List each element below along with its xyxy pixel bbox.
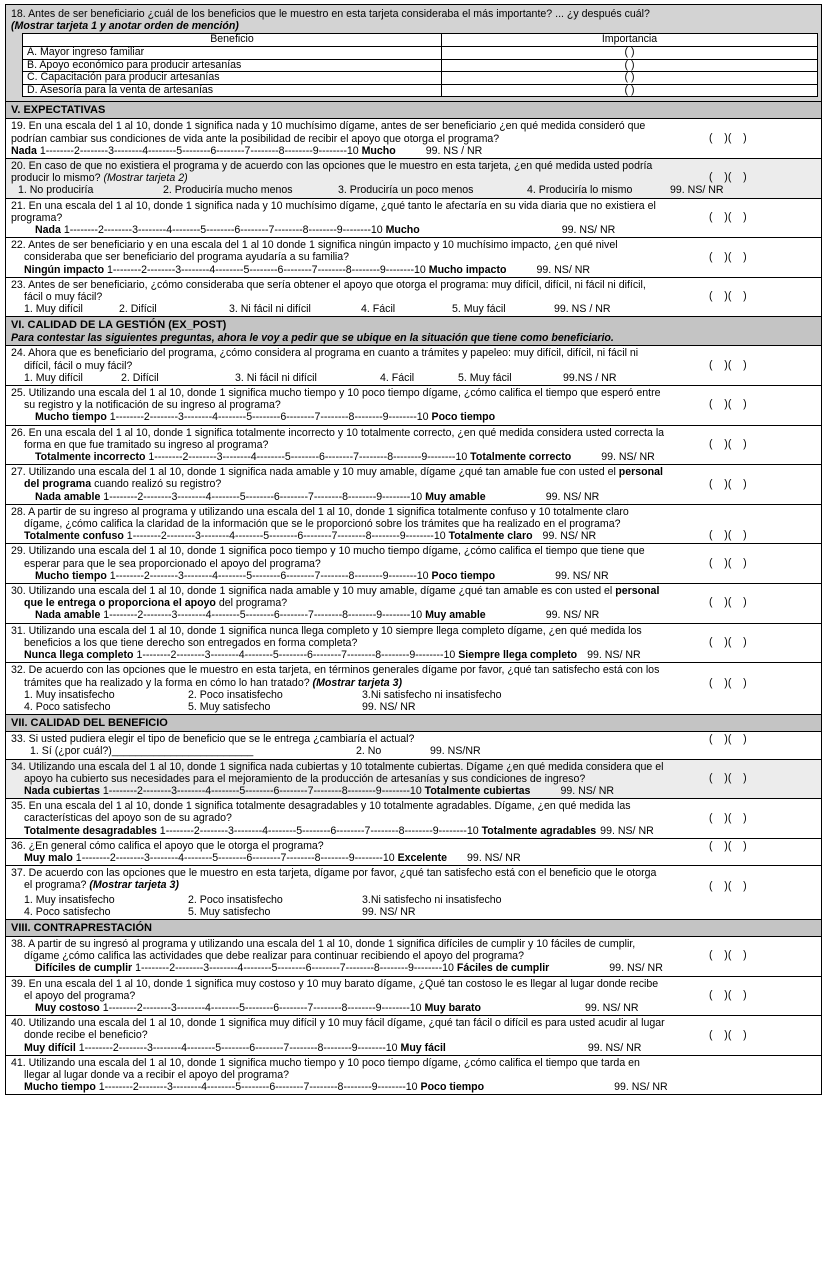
question-instruction: (Mostrar tarjeta 3) bbox=[89, 879, 179, 892]
scale-low-label: Mucho tiempo bbox=[35, 569, 107, 582]
scale-line: 1--------2--------3--------4--------5--------6--------7--------8--------9--------10 bbox=[36, 144, 362, 157]
ns-nr-option: 99. NS/ NR bbox=[467, 851, 521, 864]
option: 2. Poco insatisfecho bbox=[188, 688, 283, 701]
table-header bbox=[23, 34, 818, 47]
question-text: 38. A partir de su ingresó al programa y utilizando una escala del 1 al 10, donde 1 significa difíciles de cumplir y 10 fáciles de cumplir, bbox=[11, 937, 636, 950]
question-text: 22. Antes de ser beneficiario y en una escala del 1 al 10 donde 1 significa ningún impacto y 10 muchísimo impacto, ¿en qué nivel bbox=[11, 239, 618, 252]
ns-nr-option: 99. NS/ NR bbox=[587, 1041, 642, 1054]
ns-nr-option: 99. NS/ NR bbox=[609, 962, 663, 975]
rating-scale bbox=[11, 491, 817, 503]
question-24 bbox=[6, 346, 821, 386]
ns-nr-option: 99. NS/ NR bbox=[560, 784, 615, 797]
answer-options bbox=[11, 745, 817, 757]
answer-options bbox=[11, 894, 817, 906]
answer-options bbox=[11, 184, 817, 196]
table-row bbox=[23, 47, 818, 60]
scale-low-label: Totalmente desagradables bbox=[24, 824, 157, 837]
question-instruction: (Mostrar tarjeta 1 y anotar orden de mención) bbox=[11, 20, 239, 33]
question-text: dígame ¿cómo califica las actividades que debe realizar para continuar recibiendo el apoyo del programa? bbox=[24, 950, 524, 963]
question-text: 40. Utilizando una escala del 1 al 10, donde 1 significa muy difícil y 10 muy fácil dígame, ¿qué tan fácil o difícil es para usted acudir al lugar bbox=[11, 1017, 665, 1030]
answer-box[interactable]: ( )( ) bbox=[709, 398, 747, 411]
option: 4. Poco satisfecho bbox=[24, 700, 111, 713]
option: 4. Fácil bbox=[361, 303, 396, 316]
rating-scale bbox=[11, 451, 817, 463]
column-header-importance: Importancia bbox=[442, 34, 818, 47]
ns-nr-option: 99. NS / NR bbox=[425, 144, 483, 157]
scale-line: 1--------2--------3--------4--------5--------6--------7--------8--------9--------10 bbox=[100, 609, 426, 622]
scale-line: 1--------2--------3--------4--------5--------6--------7--------8--------9--------10 bbox=[95, 1081, 421, 1094]
option: 5. Muy fácil bbox=[452, 303, 506, 316]
scale-line: 1--------2--------3--------4--------5--------6--------7--------8--------9--------10 bbox=[72, 851, 398, 864]
scale-low-label: Muy malo bbox=[24, 851, 73, 864]
question-25 bbox=[6, 386, 821, 426]
questionnaire-page bbox=[5, 4, 822, 1095]
question-23 bbox=[6, 278, 821, 318]
question-text: 25. Utilizando una escala del 1 al 10, donde 1 significa mucho tiempo y 10 poco tiempo dígame, ¿cómo califica el tiempo que esperó entre bbox=[11, 387, 661, 400]
question-20 bbox=[6, 159, 821, 199]
ns-nr-option: 99. NS/NR bbox=[430, 745, 481, 758]
question-34 bbox=[6, 760, 821, 800]
question-29 bbox=[6, 544, 821, 584]
ns-nr-option: 99.NS / NR bbox=[563, 371, 617, 384]
rating-scale bbox=[11, 1042, 817, 1054]
scale-line: 1--------2--------3--------4--------5--------6--------7--------8--------9--------10 bbox=[132, 962, 457, 975]
scale-line: 1--------2--------3--------4--------5--------6--------7--------8--------9--------10 bbox=[104, 263, 429, 276]
rating-scale bbox=[11, 1081, 817, 1093]
question-text: 31. Utilizando una escala del 1 al 10, donde 1 significa nunca llega completo y 10 siempre llega completo dígame, ¿en qué medida los bbox=[11, 624, 642, 637]
question-text-emphasis: personal bbox=[618, 466, 663, 479]
question-40 bbox=[6, 1016, 821, 1056]
rating-scale bbox=[11, 1002, 817, 1014]
question-text: podrían cambiar sus condiciones de vida ante la posibilidad de recibir el apoyo que otorga el programa? bbox=[11, 132, 500, 145]
ns-nr-option: 99. NS/ NR bbox=[555, 569, 609, 582]
question-text: 28. A partir de su ingreso al programa y utilizando una escala del 1 al 10, donde 1 significa totalmente confuso y 10 totalmente claro bbox=[11, 505, 629, 518]
scale-line: 1--------2--------3--------4--------5--------6--------7--------8--------9--------10 bbox=[99, 1001, 425, 1014]
question-text: 32. De acuerdo con las opciones que le muestro en esta tarjeta, en términos generales dígame por favor, ¿qué tan satisfecho está con los bbox=[11, 664, 660, 677]
benefit-table bbox=[22, 33, 818, 97]
ns-nr-option: 99. NS/ NR bbox=[600, 824, 654, 837]
question-text: 36. ¿En general cómo califica el apoyo que le otorga el programa? bbox=[11, 839, 324, 852]
scale-high-label: Mucho impacto bbox=[428, 263, 507, 276]
option: 5. Muy satisfecho bbox=[188, 905, 271, 918]
answer-options bbox=[11, 689, 817, 701]
question-text: 20. En caso de que no existiera el programa y de acuerdo con las opciones que le muestro en esta tarjeta, ¿en qué medida usted podría bbox=[11, 159, 653, 172]
question-19 bbox=[6, 119, 821, 159]
question-text: llegar al lugar donde va a recibir el apoyo del programa? bbox=[24, 1068, 290, 1081]
table-row bbox=[23, 59, 818, 72]
option: 1. Muy difícil bbox=[24, 303, 83, 316]
section-header-calidad-beneficio: VII. CALIDAD DEL BENEFICIO bbox=[6, 715, 821, 732]
section-header-contraprestacion: VIII. CONTRAPRESTACIÓN bbox=[6, 920, 821, 937]
ns-nr-option: 99. NS/ NR bbox=[545, 609, 600, 622]
rating-scale bbox=[11, 852, 817, 864]
scale-high-label: Totalmente correcto bbox=[470, 451, 572, 464]
ns-nr-option: 99. NS/ NR bbox=[614, 1081, 668, 1094]
question-text-emphasis: del programa bbox=[24, 478, 92, 491]
rating-scale bbox=[11, 570, 817, 582]
question-39 bbox=[6, 977, 821, 1017]
answer-box[interactable]: ( )( ) bbox=[709, 811, 747, 824]
question-31 bbox=[6, 624, 821, 664]
scale-high-label: Poco tiempo bbox=[431, 569, 496, 582]
scale-high-label: Muy fácil bbox=[400, 1041, 446, 1054]
question-32 bbox=[6, 663, 821, 715]
option: 3. Produciría un poco menos bbox=[338, 184, 474, 197]
question-28 bbox=[6, 505, 821, 545]
ns-nr-option: 99. NS/ NR bbox=[362, 905, 416, 918]
question-33 bbox=[6, 732, 821, 759]
question-text: del programa? bbox=[215, 597, 288, 610]
answer-box[interactable]: ( )( ) bbox=[709, 949, 747, 962]
section-header-calidad-gestion bbox=[6, 317, 821, 346]
option: 5. Muy fácil bbox=[458, 371, 512, 384]
question-36 bbox=[6, 839, 821, 866]
question-text: 26. En una escala del 1 al 10, donde 1 significa totalmente incorrecto y 10 totalmente correcto, ¿en qué medida considera usted correcta la bbox=[11, 426, 665, 439]
question-21 bbox=[6, 199, 821, 239]
importance-answer-box[interactable]: ( ) bbox=[442, 59, 818, 72]
scale-high-label: Totalmente claro bbox=[448, 530, 533, 543]
scale-line: 1--------2--------3--------4--------5--------6--------7--------8--------9--------10 bbox=[145, 451, 471, 464]
scale-line: 1--------2--------3--------4--------5--------6--------7--------8--------9--------10 bbox=[106, 569, 432, 582]
answer-options bbox=[11, 701, 817, 713]
rating-scale bbox=[11, 825, 817, 837]
question-instruction: (Mostrar tarjeta 2) bbox=[103, 172, 188, 185]
question-text: producir lo mismo? bbox=[11, 172, 104, 185]
section-instruction: Para contestar las siguientes preguntas, ahora le voy a pedir que se ubique en la situación que tiene como beneficiario. bbox=[11, 332, 614, 345]
question-text: el programa? bbox=[24, 879, 90, 892]
option: 5. Muy satisfecho bbox=[188, 700, 271, 713]
scale-line: 1--------2--------3--------4--------5--------6--------7--------8--------9--------10 bbox=[156, 824, 482, 837]
answer-box[interactable]: ( )( ) bbox=[709, 131, 747, 144]
answer-box[interactable]: ( )( ) bbox=[709, 477, 747, 490]
scale-low-label: Totalmente confuso bbox=[24, 530, 124, 543]
rating-scale bbox=[11, 530, 817, 542]
question-text: dígame, ¿cómo califica la claridad de la información que se le proporcionó sobre los trámites que ha realizado en el programa? bbox=[24, 518, 621, 531]
scale-high-label: Mucho bbox=[361, 144, 396, 157]
scale-high-label: Muy amable bbox=[425, 609, 486, 622]
question-text: consideraba que ser beneficiario del programa ayudaría a su familia? bbox=[24, 251, 350, 264]
answer-box[interactable]: ( )( ) bbox=[709, 771, 747, 784]
question-text: 35. En una escala del 1 al 10, donde 1 significa totalmente desagradables y 10 totalmente agradables. Dígame, ¿en qué medida las bbox=[11, 800, 631, 813]
question-text: 23. Antes de ser beneficiario, ¿cómo consideraba que sería obtener el apoyo que otorga el programa: muy difícil, difícil, ni fácil ni difícil, bbox=[11, 278, 646, 291]
question-text: forma en que fue tramitado su ingreso al programa? bbox=[24, 438, 269, 451]
option: 3.Ni satisfecho ni insatisfecho bbox=[362, 688, 502, 701]
question-text: fácil o muy fácil? bbox=[24, 291, 103, 304]
benefit-label: C. Capacitación para producir artesanías bbox=[23, 72, 442, 85]
question-text: donde recibe el beneficio? bbox=[24, 1029, 148, 1042]
answer-box[interactable]: ( )( ) bbox=[709, 438, 747, 451]
question-text: beneficios a los que tiene derecho son entregados en forma completa? bbox=[24, 636, 358, 649]
question-text: 39. En una escala del 1 al 10, donde 1 significa muy costoso y 10 muy barato dígame, ¿Qué tan costoso le es llegar al lugar donde recibe bbox=[11, 977, 659, 990]
ns-nr-option: 99. NS/ NR bbox=[561, 224, 616, 236]
option: 3. Ni fácil ni difícil bbox=[229, 303, 311, 316]
answer-box[interactable]: ( )( ) bbox=[709, 839, 747, 852]
scale-high-label: Totalmente cubiertas bbox=[424, 784, 531, 797]
question-text: 18. Antes de ser beneficiario ¿cuál de los beneficios que le muestro en esta tarjeta consideraba el más importante? ... ¿y después cuál? bbox=[11, 8, 650, 20]
answer-box[interactable]: ( )( ) bbox=[709, 358, 747, 371]
option: 1. Sí (¿por cuál?)________________________ bbox=[30, 745, 254, 758]
importance-answer-box[interactable]: ( ) bbox=[442, 47, 818, 60]
question-text: 27. Utilizando una escala del 1 al 10, donde 1 significa nada amable y 10 muy amable, dígame ¿qué tan amable fue con usted el bbox=[11, 466, 619, 479]
ns-nr-option: 99. NS/ NR bbox=[542, 530, 597, 543]
scale-high-label: Poco tiempo bbox=[431, 411, 496, 424]
benefit-label: B. Apoyo económico para producir artesanías bbox=[23, 59, 442, 72]
answer-box[interactable]: ( )( ) bbox=[709, 556, 747, 569]
scale-high-label: Muy barato bbox=[424, 1001, 481, 1014]
answer-box[interactable]: ( )( ) bbox=[709, 250, 747, 263]
benefit-label: A. Mayor ingreso familiar bbox=[23, 47, 442, 60]
answer-options bbox=[11, 303, 817, 315]
option: 4. Produciría lo mismo bbox=[527, 184, 633, 197]
scale-high-label: Muy amable bbox=[425, 490, 486, 503]
answer-box[interactable]: ( )( ) bbox=[709, 171, 747, 184]
scale-low-label: Muy costoso bbox=[35, 1001, 100, 1014]
answer-box[interactable]: ( )( ) bbox=[709, 596, 747, 609]
answer-options bbox=[11, 372, 817, 384]
scale-low-label: Nada bbox=[11, 144, 37, 157]
scale-line: 1--------2--------3--------4--------5--------6--------7--------8--------9--------10 bbox=[100, 490, 426, 503]
option: 2. No bbox=[356, 745, 382, 758]
answer-box[interactable]: ( )( ) bbox=[709, 636, 747, 649]
scale-line: 1--------2--------3--------4--------5--------6--------7--------8--------9--------10 bbox=[123, 530, 449, 543]
question-26 bbox=[6, 426, 821, 466]
option: 2. Difícil bbox=[121, 371, 159, 384]
question-text: 37. De acuerdo con las opciones que le muestro en esta tarjeta, dígame por favor, ¿qué tan satisfecho está con el beneficio que le otorga bbox=[11, 867, 657, 880]
question-text: apoyo ha cubierto sus necesidades para el mejoramiento de la producción de artesanías y sus condiciones de ingreso? bbox=[24, 772, 586, 785]
ns-nr-option: 99. NS/ NR bbox=[545, 490, 600, 503]
scale-low-label: Muy difícil bbox=[24, 1041, 76, 1054]
ns-nr-option: 99. NS/ NR bbox=[362, 700, 416, 713]
question-38 bbox=[6, 937, 821, 977]
question-text: 41. Utilizando una escala del 1 al 10, donde 1 significa mucho tiempo y 10 poco tiempo dígame, ¿cómo califica el tiempo que tarda en bbox=[11, 1056, 640, 1069]
scale-high-label: Siempre llega completo bbox=[458, 649, 578, 662]
question-text: 29. Utilizando una escala del 1 al 10, donde 1 significa poco tiempo y 10 mucho tiempo dígame, ¿cómo califica el tiempo que tiene que bbox=[11, 545, 645, 558]
scale-line: 1--------2--------3--------4--------5--------6--------7--------8--------9--------10 bbox=[133, 649, 459, 662]
importance-answer-box[interactable]: ( ) bbox=[442, 84, 818, 97]
question-18 bbox=[6, 5, 821, 102]
question-text: 34. Utilizando una escala del 1 al 10, donde 1 significa nada cubiertas y 10 totalmente cubiertas. Dígame ¿en qué medida considera que el bbox=[11, 760, 664, 773]
section-header-expectativas: V. EXPECTATIVAS bbox=[6, 102, 821, 119]
question-text: el apoyo del programa? bbox=[24, 989, 136, 1002]
scale-high-label: Excelente bbox=[397, 851, 448, 864]
scale-low-label: Nada bbox=[35, 224, 61, 236]
rating-scale bbox=[11, 609, 817, 621]
scale-low-label: Totalmente incorrecto bbox=[35, 451, 146, 464]
rating-scale bbox=[11, 145, 817, 157]
rating-scale bbox=[11, 962, 817, 974]
ns-nr-option: 99. NS / NR bbox=[554, 303, 611, 316]
question-text: programa? bbox=[11, 211, 63, 224]
question-35 bbox=[6, 799, 821, 839]
scale-line: 1--------2--------3--------4--------5--------6--------7--------8--------9--------10 bbox=[99, 784, 425, 797]
answer-box[interactable]: ( )( ) bbox=[709, 1028, 747, 1041]
answer-box[interactable]: ( )( ) bbox=[709, 880, 747, 893]
rating-scale bbox=[11, 785, 817, 797]
scale-high-label: Totalmente agradables bbox=[481, 824, 597, 837]
ns-nr-option: 99. NS/ NR bbox=[601, 451, 655, 464]
scale-low-label: Nada amable bbox=[35, 609, 101, 622]
question-22 bbox=[6, 238, 821, 278]
scale-line: 1--------2--------3--------4--------5--------6--------7--------8--------9--------10 bbox=[75, 1041, 401, 1054]
benefit-label: D. Asesoría para la venta de artesanías bbox=[23, 84, 442, 97]
scale-high-label: Mucho bbox=[385, 224, 420, 236]
option: 1. No produciría bbox=[18, 184, 94, 197]
scale-low-label: Difíciles de cumplir bbox=[35, 962, 133, 975]
question-text: difícil, fácil o muy fácil? bbox=[24, 359, 133, 372]
scale-low-label: Ningún impacto bbox=[24, 263, 105, 276]
question-text-emphasis: personal bbox=[615, 585, 660, 598]
option: 4. Poco satisfecho bbox=[24, 905, 111, 918]
option: 3. Ni fácil ni difícil bbox=[235, 371, 317, 384]
ns-nr-option: 99. NS/ NR bbox=[536, 263, 591, 276]
ns-nr-option: 99. NS/ NR bbox=[670, 184, 724, 197]
question-text: 19. En una escala del 1 al 10, donde 1 significa nada y 10 muchísimo dígame, antes de ser beneficiario ¿en qué medida consideró que bbox=[11, 120, 646, 133]
option: 1. Muy insatisfecho bbox=[24, 688, 115, 701]
question-text: trámites que ha realizado y la forma en cómo lo han tratado? bbox=[24, 676, 313, 689]
answer-box[interactable]: ( )( ) bbox=[709, 290, 747, 303]
question-37 bbox=[6, 866, 821, 920]
answer-box[interactable]: ( )( ) bbox=[709, 733, 747, 746]
question-41 bbox=[6, 1056, 821, 1095]
scale-high-label: Poco tiempo bbox=[420, 1081, 485, 1094]
option: 2. Poco insatisfecho bbox=[188, 893, 283, 906]
scale-line: 1--------2--------3--------4--------5--------6--------7--------8--------9--------10 bbox=[106, 411, 432, 424]
ns-nr-option: 99. NS/ NR bbox=[584, 1001, 639, 1014]
option: 2. Produciría mucho menos bbox=[163, 184, 293, 197]
ns-nr-option: 99. NS/ NR bbox=[587, 649, 641, 662]
scale-low-label: Nada cubiertas bbox=[24, 784, 100, 797]
question-text: 21. En una escala del 1 al 10, donde 1 significa nada y 10 muchísimo dígame, ¿qué tanto le afectaría en su vida diaria que no existiera el bbox=[11, 199, 656, 212]
answer-box[interactable]: ( )( ) bbox=[709, 529, 747, 542]
rating-scale bbox=[11, 649, 817, 661]
question-text: características del apoyo son de su agrado? bbox=[24, 812, 232, 825]
scale-low-label: Nunca llega completo bbox=[24, 649, 134, 662]
question-text: su registro y la notificación de su ingreso al programa? bbox=[24, 399, 281, 412]
answer-box[interactable]: ( )( ) bbox=[709, 677, 747, 690]
column-header-benefit: Beneficio bbox=[23, 34, 442, 47]
scale-low-label: Mucho tiempo bbox=[35, 411, 107, 424]
option: 1. Muy insatisfecho bbox=[24, 893, 115, 906]
question-text-emphasis: que le entrega o proporciona el apoyo bbox=[24, 597, 216, 610]
rating-scale bbox=[11, 264, 817, 276]
table-row bbox=[23, 84, 818, 97]
question-text: esperar para que le sea proporcionado el apoyo del programa? bbox=[24, 557, 321, 570]
scale-line: 1--------2--------3--------4--------5--------6--------7--------8--------9--------10 bbox=[60, 224, 386, 236]
question-text: 30. Utilizando una escala del 1 al 10, donde 1 significa nada amable y 10 muy amable, dígame ¿qué tan amable es con usted el bbox=[11, 585, 616, 598]
question-text: 24. Ahora que es beneficiario del programa, ¿cómo considera al programa en cuanto a trámites y papeleo: muy difícil, difícil, ni fácil ni bbox=[11, 347, 639, 360]
scale-low-label: Nada amable bbox=[35, 490, 101, 503]
question-text: cuando realizó su registro? bbox=[91, 478, 222, 491]
option: 3.Ni satisfecho ni insatisfecho bbox=[362, 893, 502, 906]
option: 1. Muy difícil bbox=[24, 371, 83, 384]
rating-scale bbox=[11, 224, 817, 236]
rating-scale bbox=[11, 411, 817, 423]
answer-box[interactable]: ( )( ) bbox=[709, 988, 747, 1001]
question-27 bbox=[6, 465, 821, 505]
question-text: 33. Si usted pudiera elegir el tipo de beneficio que se le entrega ¿cambiaría el actual? bbox=[11, 733, 415, 746]
table-row bbox=[23, 72, 818, 85]
scale-high-label: Fáciles de cumplir bbox=[456, 962, 550, 975]
question-30 bbox=[6, 584, 821, 624]
section-title: VI. CALIDAD DE LA GESTIÓN (EX_POST) bbox=[11, 319, 227, 332]
question-instruction: (Mostrar tarjeta 3) bbox=[312, 676, 403, 689]
answer-options bbox=[11, 906, 817, 918]
answer-box[interactable]: ( )( ) bbox=[709, 211, 747, 223]
option: 4. Fácil bbox=[380, 371, 415, 384]
importance-answer-box[interactable]: ( ) bbox=[442, 72, 818, 85]
scale-low-label: Mucho tiempo bbox=[24, 1081, 96, 1094]
option: 2. Difícil bbox=[119, 303, 157, 316]
